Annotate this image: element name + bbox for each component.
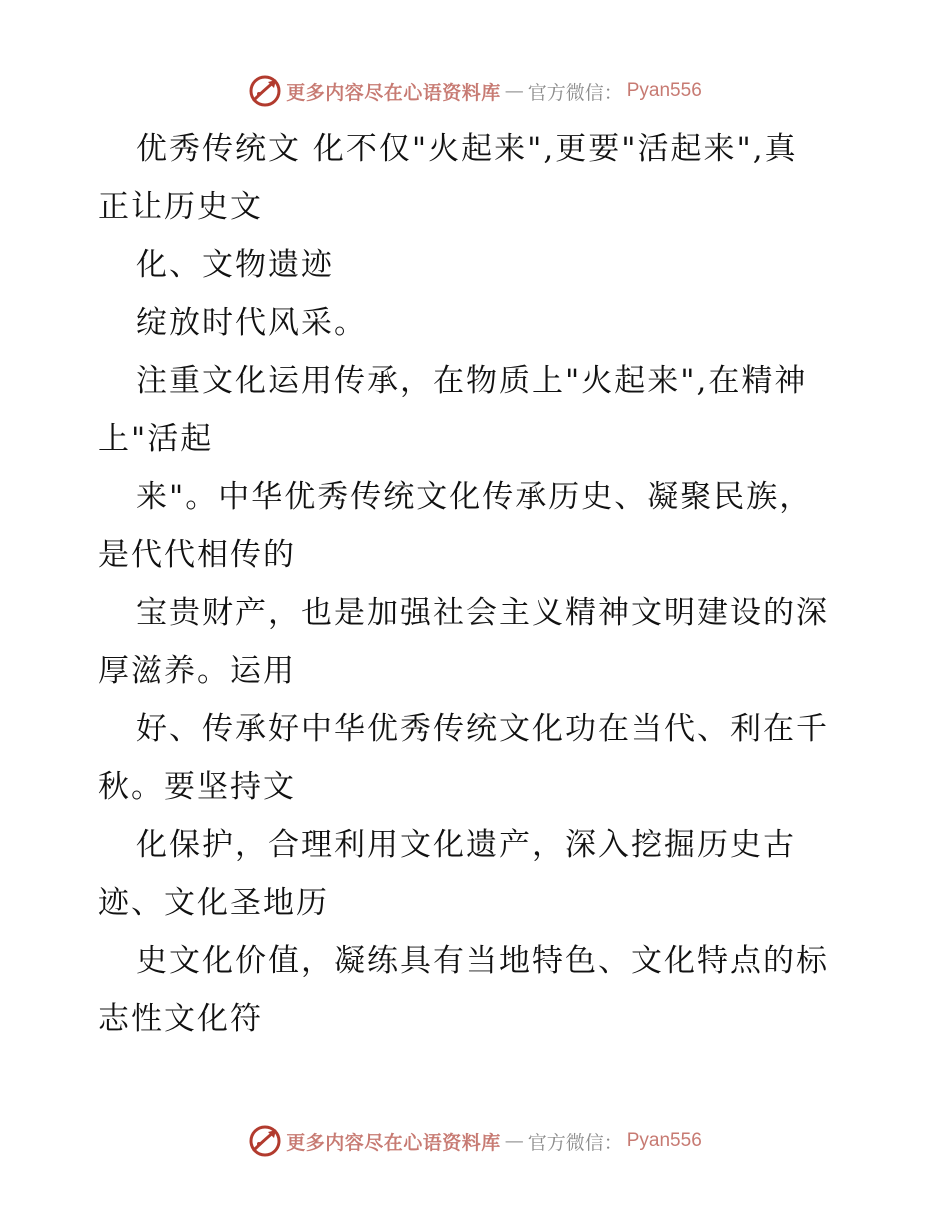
- text-line: 正让历史文: [98, 189, 263, 225]
- writing-pen-logo-icon: [248, 74, 282, 108]
- text-line: 来"。中华优秀传统文化传承历史、凝聚民族，: [136, 479, 813, 515]
- text-line: 史文化价值，凝练具有当地特色、文化特点的标: [136, 943, 829, 979]
- text-line: 是代代相传的: [98, 537, 296, 573]
- watermark-separator: —: [504, 1130, 524, 1152]
- watermark-separator: —: [504, 80, 524, 102]
- text-line: 注重文化运用传承，在物质上"火起来",在精神: [136, 363, 808, 399]
- watermark-wechat-id: Pyan556: [626, 80, 702, 101]
- text-line: 化保护，合理利用文化遗产，深入挖掘历史古: [136, 827, 796, 863]
- watermark-wechat-id: Pyan556: [626, 1130, 702, 1151]
- text-line: 优秀传统文 化不仅"火起来",更要"活起来",真: [136, 131, 798, 167]
- footer-watermark: [0, 1121, 950, 1161]
- text-line: 厚滋养。运用: [98, 653, 296, 689]
- watermark-text: 更多内容尽在心语资料库: [286, 81, 501, 104]
- text-line: 宝贵财产，也是加强社会主义精神文明建设的深: [136, 595, 829, 631]
- text-line: 化、文物遗迹: [136, 247, 334, 283]
- text-line: 上"活起: [98, 421, 214, 457]
- text-line: 秋。要坚持文: [98, 769, 296, 805]
- text-line: 志性文化符: [98, 1001, 263, 1037]
- document-body: [98, 120, 858, 1048]
- writing-pen-logo-icon: [248, 1124, 282, 1158]
- text-line: 绽放时代风采。: [136, 305, 367, 341]
- text-line: 迹、文化圣地历: [98, 885, 329, 921]
- watermark-wechat-label: 官方微信：: [527, 1131, 623, 1154]
- header-watermark: [0, 71, 950, 111]
- watermark-text: 更多内容尽在心语资料库: [286, 1131, 501, 1154]
- watermark-wechat-label: 官方微信：: [527, 81, 623, 104]
- text-line: 好、传承好中华优秀传统文化功在当代、利在千: [136, 711, 829, 747]
